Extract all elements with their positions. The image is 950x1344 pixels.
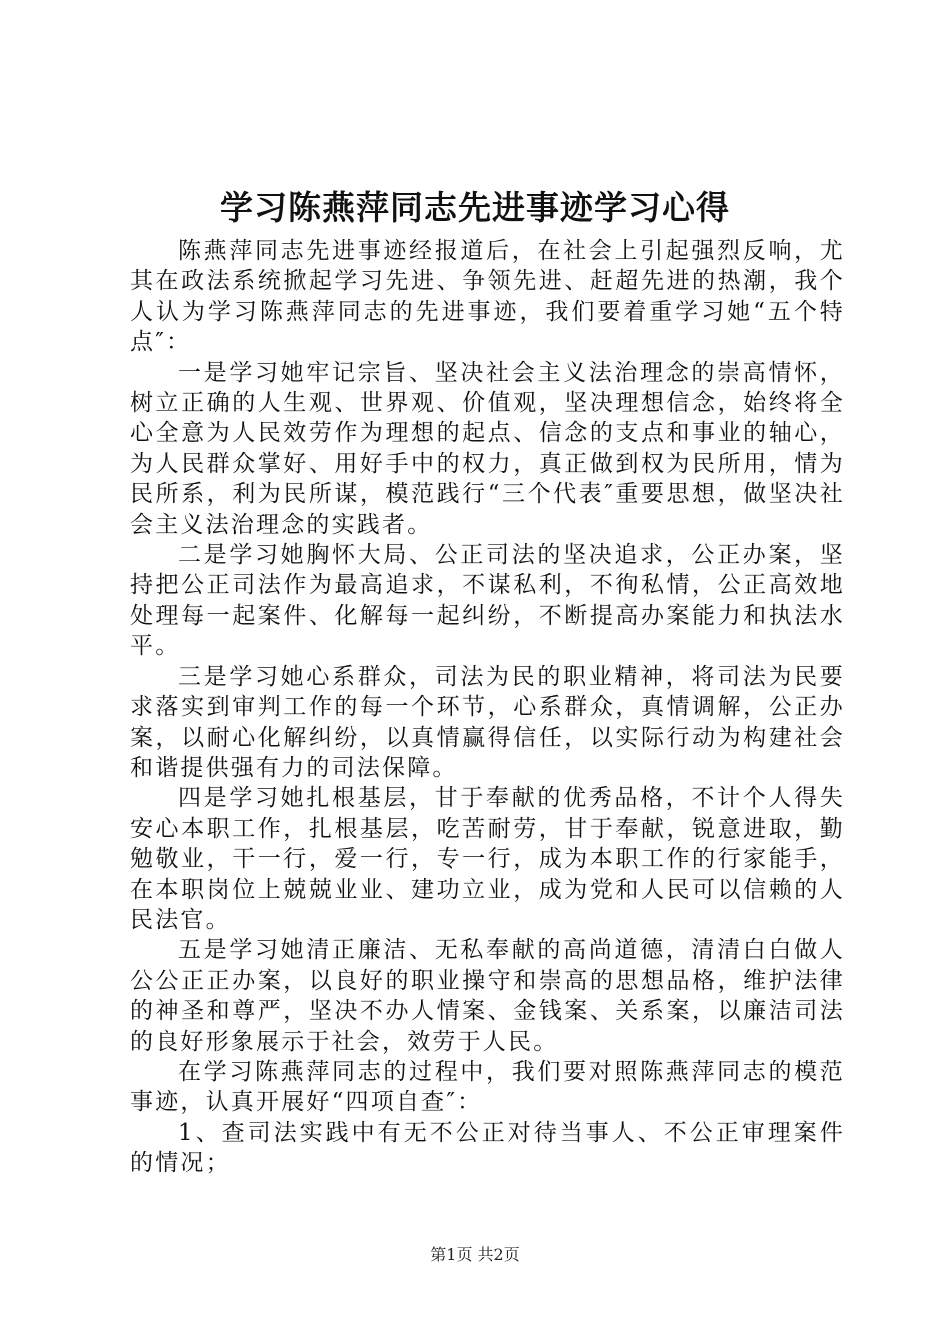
paragraph-self-check-intro: 在学习陈燕萍同志的过程中，我们要对照陈燕萍同志的模范事迹，认真开展好“四项自查″： — [130, 1058, 845, 1116]
page-footer: 第1页 共2页 — [430, 1245, 520, 1264]
paragraph-point-4: 四是学习她扎根基层，甘于奉献的优秀品格，不计个人得失安心本职工作，扎根基层，吃苦耐劳，甘于奉献，锐意进取，勤勉敬业，干一行，爱一行，专一行，成为本职工作的行家能手，在本职岗位上兢兢业业、建功立业，成为党和人民可以信赖的人民法官。 — [130, 785, 845, 933]
paragraph-intro: 陈燕萍同志先进事迹经报道后，在社会上引起强烈反响，尤其在政法系统掀起学习先进、争领先进、赶超先进的热潮，我个人认为学习陈燕萍同志的先进事迹，我们要着重学习她“五个特点″： — [130, 238, 845, 356]
paragraph-self-check-1: 1、查司法实践中有无不公正对待当事人、不公正审理案件的情况； — [130, 1119, 845, 1177]
document-body — [130, 236, 845, 1179]
paragraph-point-5: 五是学习她清正廉洁、无私奉献的高尚道德，清清白白做人公公正正办案，以良好的职业操守和崇高的思想品格，维护法律的神圣和尊严，坚决不办人情案、金钱案、关系案，以廉洁司法的良好形象展示于社会，效劳于人民。 — [130, 937, 845, 1055]
paragraph-point-1: 一是学习她牢记宗旨、坚决社会主义法治理念的崇高情怀，树立正确的人生观、世界观、价值观，坚决理想信念，始终将全心全意为人民效劳作为理想的起点、信念的支点和事业的轴心，为人民群众掌好、用好手中的权力，真正做到权为民所用，情为民所系，利为民所谋，模范践行“三个代表″重要思想，做坚决社会主义法治理念的实践者。 — [130, 359, 845, 538]
paragraph-point-2: 二是学习她胸怀大局、公正司法的坚决追求，公正办案，坚持把公正司法作为最高追求，不谋私利，不徇私情，公正高效地处理每一起案件、化解每一起纠纷，不断提高办案能力和执法水平。 — [130, 542, 845, 660]
paragraph-point-3: 三是学习她心系群众，司法为民的职业精神，将司法为民要求落实到审判工作的每一个环节，心系群众，真情调解，公正办案，以耐心化解纠纷，以真情赢得信任，以实际行动为构建社会和谐提供强有力的司法保障。 — [130, 663, 845, 781]
document-title: 学习陈燕萍同志先进事迹学习心得 — [220, 188, 730, 227]
